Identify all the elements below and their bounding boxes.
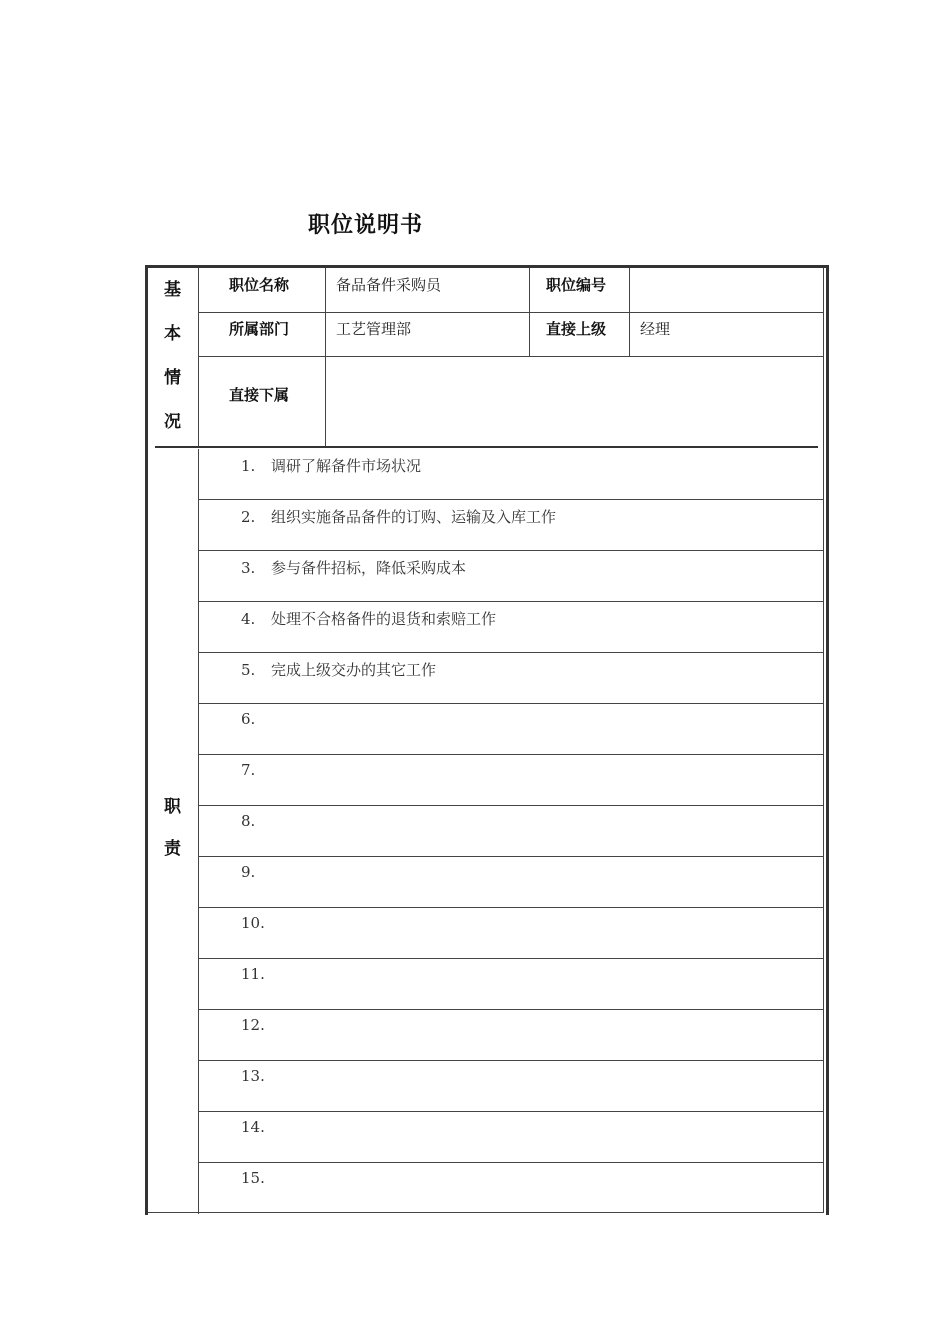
duty-number: 7. [241,761,256,779]
duty-item [241,1118,271,1136]
section-label-char: 职 [164,797,181,817]
duty-item [241,863,271,881]
divider [198,312,823,313]
section-label-char: 责 [164,839,181,859]
duty-item [241,608,496,629]
section-label-char: 本 [164,324,181,344]
duty-text: 处理不合格备件的退货和索赔工作 [271,610,497,628]
duty-item [241,1016,271,1034]
divider [198,601,823,602]
superior-value: 经理 [640,320,671,338]
superior-label: 直接上级 [546,320,607,338]
duty-item [241,557,466,578]
duty-item [241,914,271,932]
divider [198,754,823,755]
duty-number: 9. [241,863,256,881]
divider [198,268,199,448]
duty-number: 6. [241,710,256,728]
duty-item [241,761,271,779]
duty-number: 14. [241,1118,265,1136]
divider [198,652,823,653]
divider [198,703,823,704]
duty-number: 15. [241,1169,265,1187]
divider [198,1009,823,1010]
duty-item [241,659,436,680]
divider [325,268,326,448]
duty-number: 13. [241,1067,265,1085]
section-label-char: 情 [164,368,181,388]
duty-number: 5. [241,661,256,679]
divider [198,449,199,1214]
document-title: 职位说明书 [308,213,424,238]
divider [198,805,823,806]
subordinate-label: 直接下属 [229,386,290,404]
duty-number: 3. [241,559,256,577]
divider [198,1060,823,1061]
department-value: 工艺管理部 [336,320,412,338]
duty-item [241,455,421,476]
duty-item [241,506,556,527]
duty-text: 调研了解备件市场状况 [271,457,422,475]
duty-text: 完成上级交办的其它工作 [271,661,437,679]
divider [823,268,824,1213]
divider [148,1212,824,1213]
duty-number: 2. [241,508,256,526]
duty-number: 12. [241,1016,265,1034]
divider [155,446,818,448]
duty-text: 参与备件招标，降低采购成本 [271,559,467,577]
duty-item [241,1169,271,1187]
divider [198,550,823,551]
divider [198,958,823,959]
duty-item [241,1067,271,1085]
position-name-value: 备品备件采购员 [336,276,442,294]
divider [198,1111,823,1112]
duty-number: 1. [241,457,256,475]
duty-item [241,965,271,983]
divider [198,356,823,357]
divider [198,499,823,500]
divider [198,1162,823,1163]
duty-number: 4. [241,610,256,628]
section-label-char: 况 [164,412,181,432]
duty-number: 10. [241,914,265,932]
section-label-char: 基 [164,280,181,300]
position-name-label: 职位名称 [229,276,290,294]
duty-number: 8. [241,812,256,830]
duty-item [241,812,271,830]
department-label: 所属部门 [229,320,290,338]
duty-number: 11. [241,965,265,983]
divider [198,856,823,857]
duty-item [241,710,271,728]
position-code-label: 职位编号 [546,276,607,294]
duty-text: 组织实施备品备件的订购、运输及入库工作 [271,508,557,526]
divider [198,907,823,908]
